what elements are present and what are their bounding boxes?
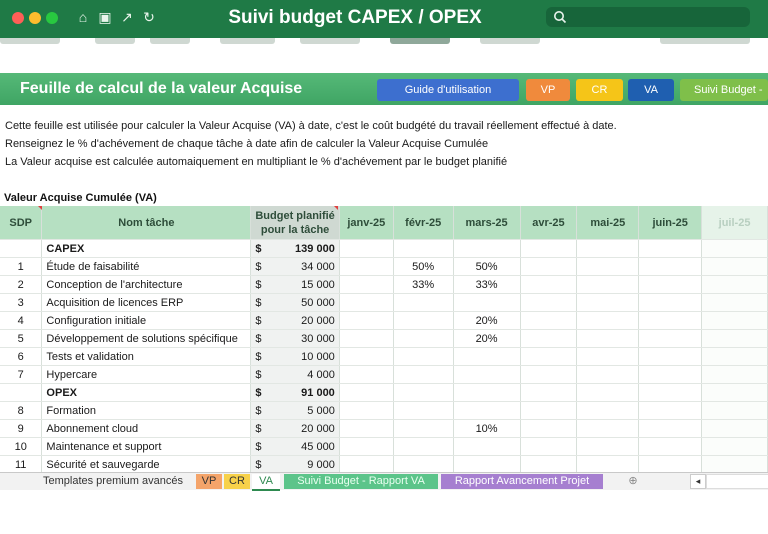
table-row <box>0 330 768 348</box>
percent-cell[interactable] <box>339 294 393 312</box>
currency-cell[interactable]: $ <box>251 294 272 312</box>
percent-cell[interactable] <box>453 384 520 402</box>
percent-cell[interactable]: 50% <box>393 258 453 276</box>
currency-cell[interactable]: $ <box>251 312 272 330</box>
percent-cell[interactable] <box>639 330 702 348</box>
close-window-button[interactable] <box>12 12 24 24</box>
currency-cell[interactable]: $ <box>251 348 272 366</box>
sdp-cell[interactable]: 2 <box>0 276 42 294</box>
description-line-3: La Valeur acquise est calculée automaiquement en multipliant le % d'achévement par le budget planifié <box>5 156 508 168</box>
percent-cell[interactable] <box>520 420 577 438</box>
table-row <box>0 276 768 294</box>
percent-cell[interactable] <box>577 366 639 384</box>
sdp-cell[interactable]: 9 <box>0 420 42 438</box>
percent-cell[interactable] <box>393 348 453 366</box>
sdp-cell[interactable]: 10 <box>0 438 42 456</box>
percent-cell[interactable] <box>339 438 393 456</box>
percent-cell[interactable] <box>520 348 577 366</box>
tab-cr[interactable]: CR <box>224 474 250 489</box>
table-row <box>0 384 768 402</box>
percent-cell[interactable] <box>520 438 577 456</box>
sdp-cell[interactable]: 8 <box>0 402 42 420</box>
table-row <box>0 294 768 312</box>
percent-cell[interactable] <box>702 420 768 438</box>
percent-cell[interactable] <box>639 240 702 258</box>
header-month: févr-25 <box>393 206 453 240</box>
percent-cell[interactable] <box>453 402 520 420</box>
sdp-cell[interactable]: 3 <box>0 294 42 312</box>
percent-cell[interactable] <box>393 456 453 474</box>
percent-cell[interactable] <box>577 384 639 402</box>
percent-cell[interactable] <box>339 420 393 438</box>
task-name-cell[interactable]: Sécurité et sauvegarde <box>42 456 251 474</box>
header-month: avr-25 <box>520 206 577 240</box>
percent-cell[interactable] <box>520 330 577 348</box>
sdp-cell[interactable]: 7 <box>0 366 42 384</box>
header-month: juin-25 <box>639 206 702 240</box>
sdp-cell[interactable]: 5 <box>0 330 42 348</box>
comment-marker <box>38 206 42 210</box>
percent-cell[interactable] <box>577 420 639 438</box>
table-row <box>0 438 768 456</box>
refresh-icon[interactable]: ↻ <box>143 9 155 25</box>
header-budget-line1: Budget planifié <box>255 209 335 222</box>
minimize-window-button[interactable] <box>29 12 41 24</box>
budget-cell[interactable]: 139 000 <box>272 240 340 258</box>
sdp-cell[interactable] <box>0 240 42 258</box>
scroll-left-icon[interactable]: ◂ <box>690 474 706 489</box>
percent-cell[interactable] <box>453 456 520 474</box>
horizontal-scrollbar[interactable] <box>706 474 768 489</box>
percent-cell[interactable] <box>702 276 768 294</box>
percent-cell[interactable] <box>702 294 768 312</box>
task-name-cell[interactable]: Formation <box>42 402 251 420</box>
table-row <box>0 240 768 258</box>
budget-cell[interactable]: 9 000 <box>272 456 340 474</box>
title-bar <box>0 0 768 38</box>
vp-button[interactable]: VP <box>526 79 570 101</box>
percent-cell[interactable] <box>393 312 453 330</box>
sdp-cell[interactable]: 6 <box>0 348 42 366</box>
percent-cell[interactable] <box>520 294 577 312</box>
percent-cell[interactable]: 20% <box>453 330 520 348</box>
percent-cell[interactable] <box>339 456 393 474</box>
percent-cell[interactable]: 50% <box>453 258 520 276</box>
header-sdp: SDP <box>0 206 42 240</box>
percent-cell[interactable] <box>577 312 639 330</box>
task-name-cell[interactable]: Hypercare <box>42 366 251 384</box>
percent-cell[interactable] <box>639 384 702 402</box>
task-name-cell[interactable]: OPEX <box>42 384 251 402</box>
sdp-cell[interactable]: 1 <box>0 258 42 276</box>
table-row <box>0 348 768 366</box>
percent-cell[interactable] <box>339 402 393 420</box>
percent-cell[interactable] <box>339 240 393 258</box>
percent-cell[interactable] <box>639 456 702 474</box>
table-row <box>0 420 768 438</box>
percent-cell[interactable] <box>520 402 577 420</box>
percent-cell[interactable] <box>577 402 639 420</box>
percent-cell[interactable] <box>639 276 702 294</box>
header-month: mai-25 <box>577 206 639 240</box>
budget-cell[interactable]: 20 000 <box>272 312 340 330</box>
percent-cell[interactable] <box>702 402 768 420</box>
percent-cell[interactable] <box>520 456 577 474</box>
currency-cell[interactable]: $ <box>251 420 272 438</box>
tab-suivi-budget-rapport-va[interactable]: Suivi Budget - Rapport VA <box>284 474 438 489</box>
percent-cell[interactable] <box>339 366 393 384</box>
percent-cell[interactable] <box>639 420 702 438</box>
task-name-cell[interactable]: Tests et validation <box>42 348 251 366</box>
table-row <box>0 312 768 330</box>
percent-cell[interactable] <box>577 456 639 474</box>
percent-cell[interactable] <box>520 276 577 294</box>
budget-cell[interactable]: 10 000 <box>272 348 340 366</box>
percent-cell[interactable] <box>520 258 577 276</box>
percent-cell[interactable] <box>339 348 393 366</box>
percent-cell[interactable] <box>393 366 453 384</box>
percent-cell[interactable] <box>520 384 577 402</box>
percent-cell[interactable] <box>702 366 768 384</box>
percent-cell[interactable] <box>639 366 702 384</box>
percent-cell[interactable] <box>453 294 520 312</box>
currency-cell[interactable]: $ <box>251 384 272 402</box>
tab-templates[interactable]: Templates premium avancés <box>42 475 183 487</box>
percent-cell[interactable] <box>339 384 393 402</box>
tab-vp[interactable]: VP <box>196 474 222 489</box>
percent-cell[interactable] <box>639 348 702 366</box>
percent-cell[interactable] <box>453 240 520 258</box>
percent-cell[interactable] <box>639 294 702 312</box>
task-name-cell[interactable]: Étude de faisabilité <box>42 258 251 276</box>
percent-cell[interactable] <box>393 402 453 420</box>
va-table <box>0 206 768 474</box>
sheet-title: Feuille de calcul de la valeur Acquise <box>20 80 303 97</box>
search-input[interactable] <box>546 7 750 27</box>
sheet-header <box>0 73 768 105</box>
percent-cell[interactable] <box>339 330 393 348</box>
percent-cell[interactable] <box>639 312 702 330</box>
percent-cell[interactable] <box>393 240 453 258</box>
percent-cell[interactable] <box>453 366 520 384</box>
budget-cell[interactable]: 5 000 <box>272 402 340 420</box>
budget-cell[interactable]: 20 000 <box>272 420 340 438</box>
sdp-cell[interactable] <box>0 384 42 402</box>
header-budget <box>251 206 339 240</box>
header-budget-line2: pour la tâche <box>260 223 330 236</box>
percent-cell[interactable] <box>393 384 453 402</box>
app-title: Suivi budget CAPEX / OPEX <box>228 7 482 28</box>
percent-cell[interactable] <box>639 438 702 456</box>
percent-cell[interactable] <box>577 240 639 258</box>
comment-marker <box>334 206 338 210</box>
description-line-2: Renseignez le % d'achévement de chaque tâche à date afin de calculer la Valeur Acquise Cumulée <box>5 138 489 150</box>
percent-cell[interactable] <box>577 294 639 312</box>
task-name-cell[interactable]: Abonnement cloud <box>42 420 251 438</box>
currency-cell[interactable]: $ <box>251 330 272 348</box>
table-header-row <box>0 206 768 240</box>
cr-button[interactable]: CR <box>576 79 623 101</box>
sdp-cell[interactable]: 4 <box>0 312 42 330</box>
table-row <box>0 402 768 420</box>
save-icon[interactable]: ▣ <box>98 9 112 25</box>
budget-cell[interactable]: 4 000 <box>272 366 340 384</box>
percent-cell[interactable] <box>702 348 768 366</box>
percent-cell[interactable] <box>577 438 639 456</box>
currency-cell[interactable]: $ <box>251 258 272 276</box>
currency-cell[interactable]: $ <box>251 240 272 258</box>
sheet-tab-bar <box>0 472 768 490</box>
percent-cell[interactable]: 20% <box>453 312 520 330</box>
currency-cell[interactable]: $ <box>251 456 272 474</box>
budget-cell[interactable]: 91 000 <box>272 384 340 402</box>
percent-cell[interactable] <box>339 312 393 330</box>
percent-cell[interactable] <box>339 258 393 276</box>
share-icon[interactable]: ↗ <box>121 9 133 25</box>
currency-cell[interactable]: $ <box>251 402 272 420</box>
budget-cell[interactable]: 50 000 <box>272 294 340 312</box>
percent-cell[interactable] <box>453 438 520 456</box>
table-row <box>0 258 768 276</box>
task-name-cell[interactable]: Acquisition de licences ERP <box>42 294 251 312</box>
percent-cell[interactable] <box>577 258 639 276</box>
percent-cell[interactable] <box>577 348 639 366</box>
percent-cell[interactable] <box>520 366 577 384</box>
percent-cell[interactable] <box>702 438 768 456</box>
percent-cell[interactable] <box>702 312 768 330</box>
suivi-budget-button[interactable]: Suivi Budget - <box>680 79 768 101</box>
maximize-window-button[interactable] <box>46 12 58 24</box>
table-row <box>0 366 768 384</box>
percent-cell[interactable] <box>577 330 639 348</box>
task-name-cell[interactable]: CAPEX <box>42 240 251 258</box>
home-icon[interactable]: ⌂ <box>78 9 88 25</box>
percent-cell[interactable] <box>453 348 520 366</box>
task-name-cell[interactable]: Maintenance et support <box>42 438 251 456</box>
percent-cell[interactable] <box>393 420 453 438</box>
task-name-cell[interactable]: Conception de l'architecture <box>42 276 251 294</box>
budget-cell[interactable]: 45 000 <box>272 438 340 456</box>
percent-cell[interactable] <box>520 240 577 258</box>
task-name-cell[interactable]: Configuration initiale <box>42 312 251 330</box>
va-button[interactable]: VA <box>628 79 674 101</box>
percent-cell[interactable]: 33% <box>453 276 520 294</box>
header-month: juil-25 <box>702 206 768 240</box>
header-month: janv-25 <box>339 206 393 240</box>
percent-cell[interactable] <box>577 276 639 294</box>
percent-cell[interactable]: 33% <box>393 276 453 294</box>
tab-va[interactable]: VA <box>252 474 280 491</box>
add-sheet-icon[interactable]: ⊕ <box>628 475 638 487</box>
percent-cell[interactable] <box>702 240 768 258</box>
currency-cell[interactable]: $ <box>251 366 272 384</box>
sdp-cell[interactable]: 11 <box>0 456 42 474</box>
percent-cell[interactable] <box>339 276 393 294</box>
percent-cell[interactable] <box>393 294 453 312</box>
percent-cell[interactable] <box>393 438 453 456</box>
search-icon <box>553 10 567 24</box>
budget-cell[interactable]: 15 000 <box>272 276 340 294</box>
percent-cell[interactable] <box>702 258 768 276</box>
header-month: mars-25 <box>453 206 520 240</box>
description-line-1: Cette feuille est utilisée pour calculer la Valeur Acquise (VA) à date, c'est le coût budgété du travail réellement effectué à date. <box>5 120 617 132</box>
percent-cell[interactable] <box>702 384 768 402</box>
tab-rapport-avancement[interactable]: Rapport Avancement Projet <box>441 474 603 489</box>
percent-cell[interactable] <box>393 330 453 348</box>
percent-cell[interactable] <box>520 312 577 330</box>
percent-cell[interactable] <box>702 330 768 348</box>
budget-cell[interactable]: 30 000 <box>272 330 340 348</box>
percent-cell[interactable] <box>702 456 768 474</box>
ribbon <box>0 38 768 72</box>
guide-button[interactable]: Guide d'utilisation <box>377 79 519 101</box>
percent-cell[interactable]: 10% <box>453 420 520 438</box>
section-title: Valeur Acquise Cumulée (VA) <box>4 192 157 204</box>
currency-cell[interactable]: $ <box>251 438 272 456</box>
currency-cell[interactable]: $ <box>251 276 272 294</box>
budget-cell[interactable]: 34 000 <box>272 258 340 276</box>
task-name-cell[interactable]: Développement de solutions spécifique <box>42 330 251 348</box>
table-row <box>0 456 768 474</box>
header-task: Nom tâche <box>42 206 251 240</box>
percent-cell[interactable] <box>639 258 702 276</box>
percent-cell[interactable] <box>639 402 702 420</box>
